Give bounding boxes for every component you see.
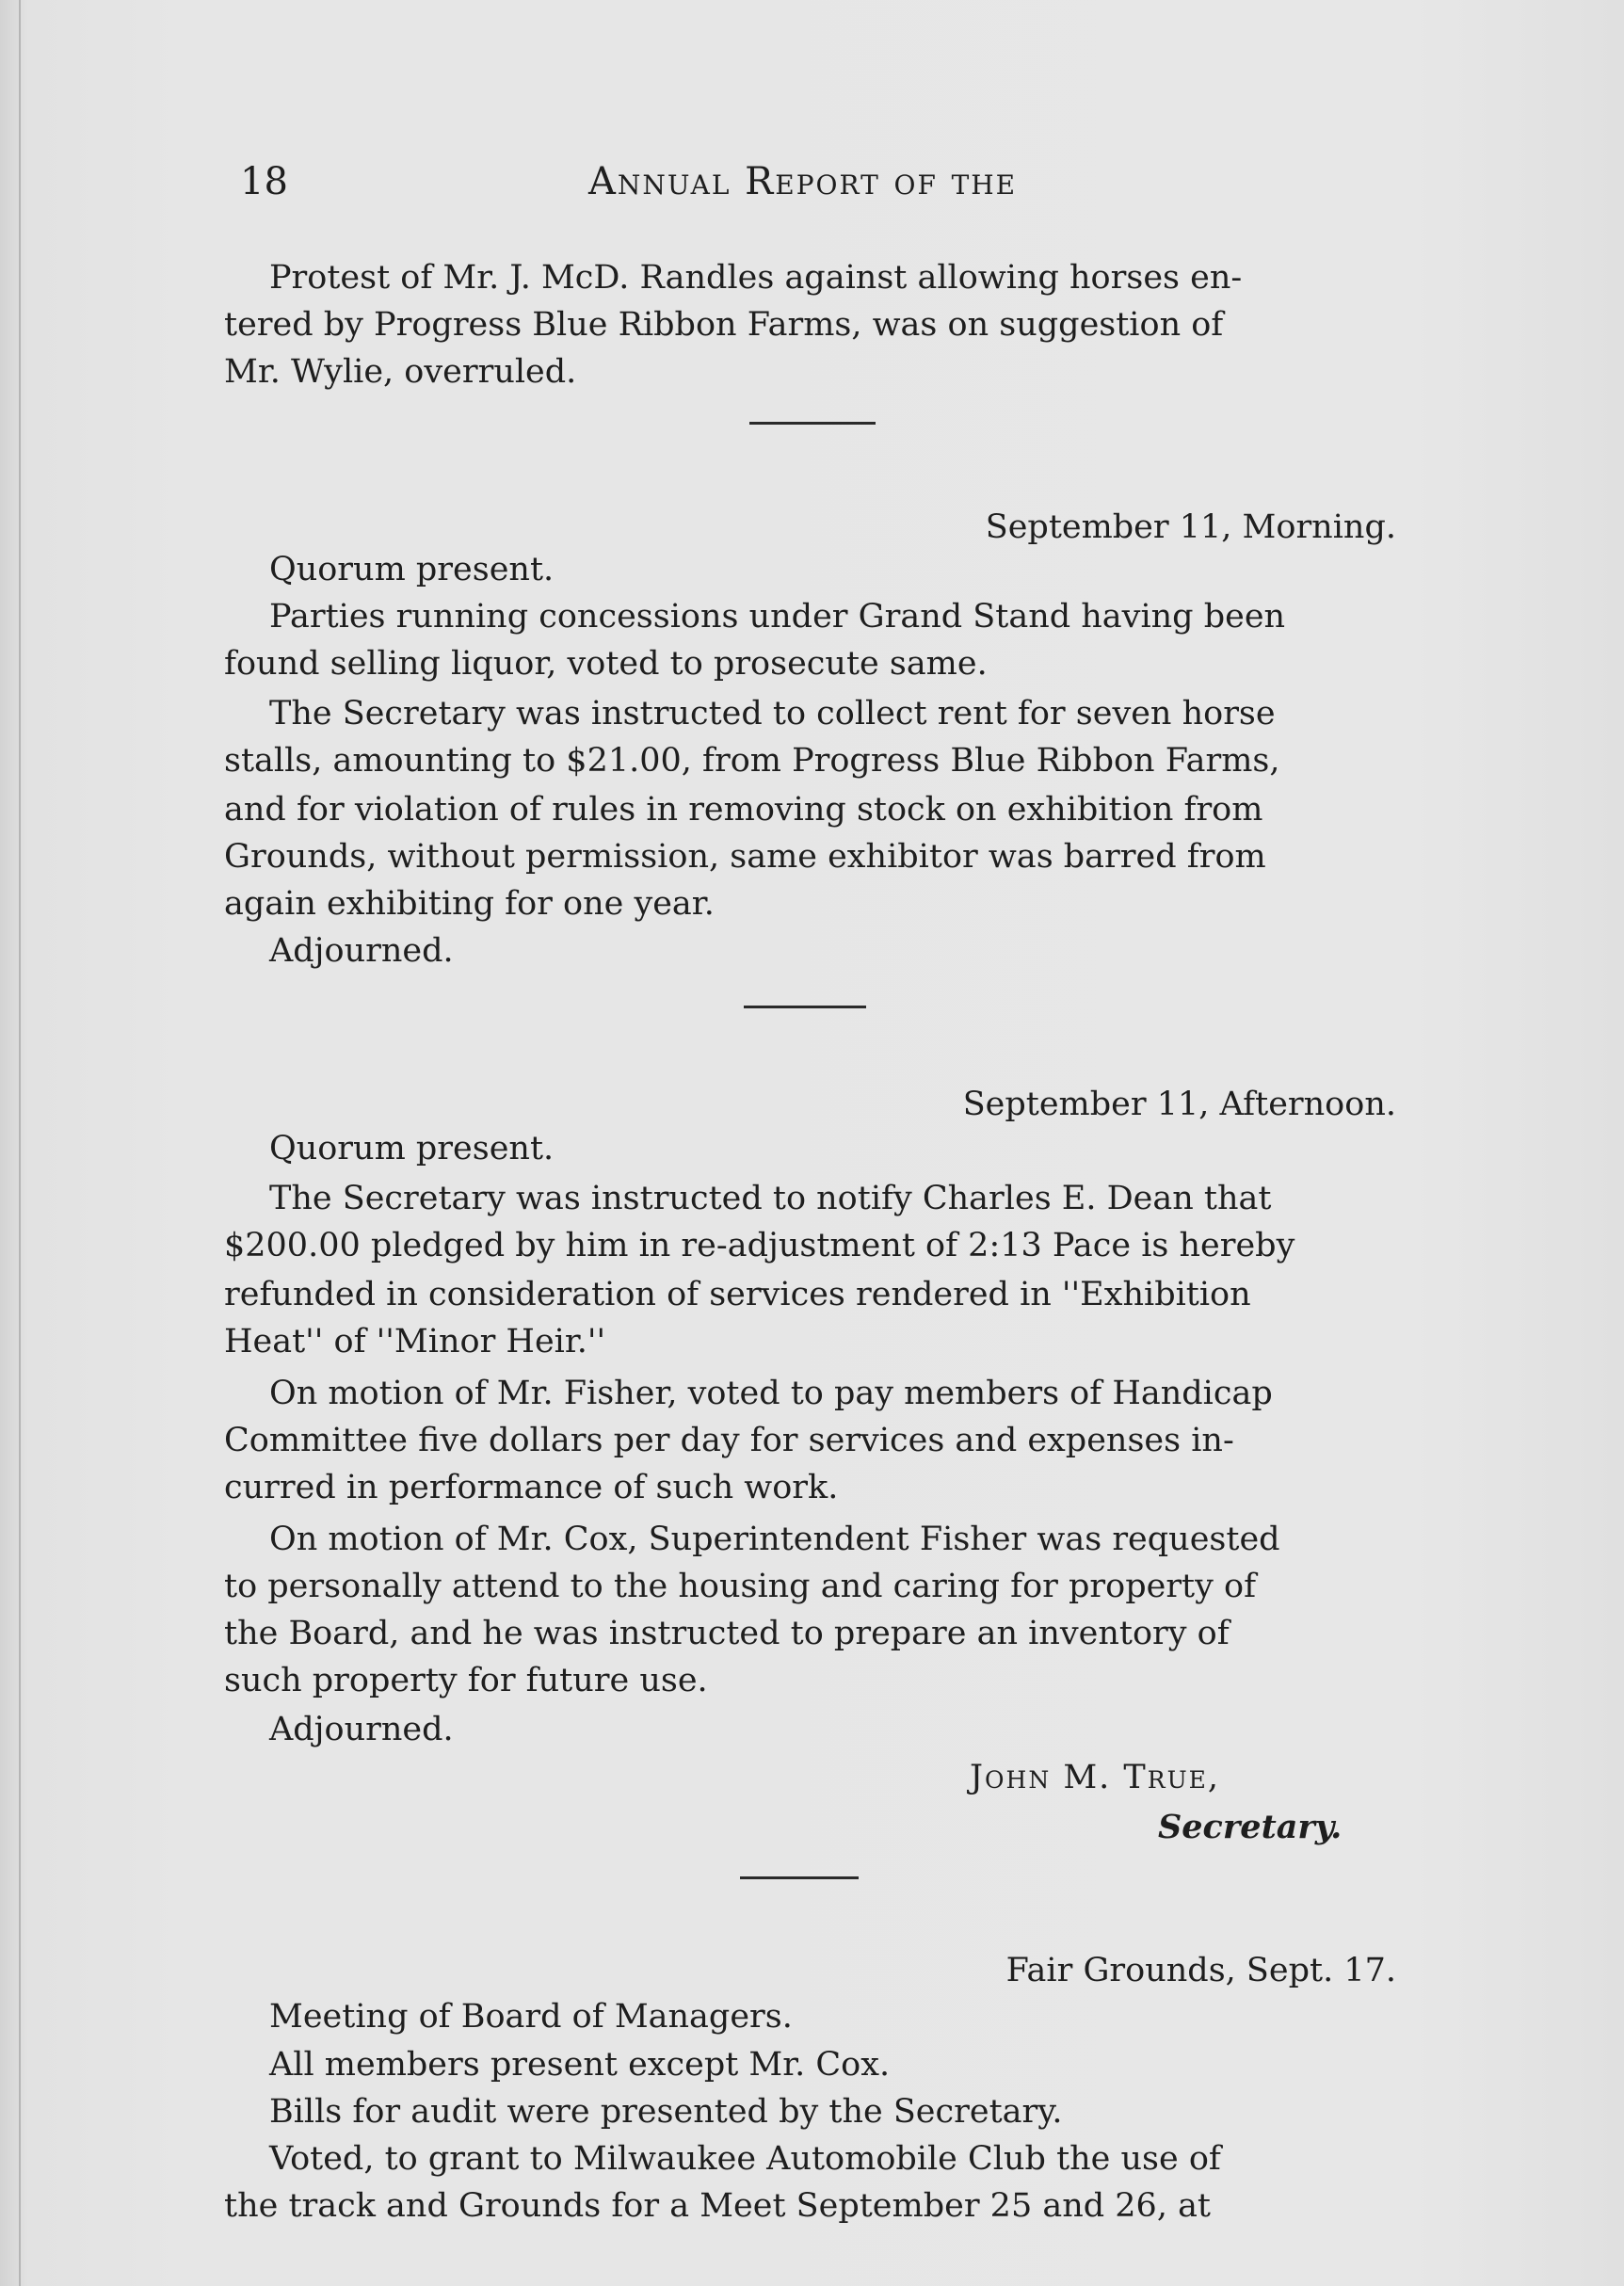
paragraph-line: found selling liquor, voted to prosecute same. bbox=[224, 645, 988, 683]
paragraph-line: Bills for audit were presented by the Secretary. bbox=[269, 2093, 1063, 2131]
paragraph-line: the Board, and he was instructed to prepare an inventory of bbox=[224, 1615, 1230, 1652]
signature-name: John M. True, bbox=[970, 1759, 1221, 1796]
section-divider bbox=[749, 422, 876, 425]
paragraph-line: and for violation of rules in removing stock on exhibition from bbox=[224, 791, 1263, 829]
paragraph-line: Quorum present. bbox=[269, 551, 555, 588]
paragraph-line: The Secretary was instructed to notify Charles E. Dean that bbox=[269, 1180, 1272, 1217]
paragraph-line: On motion of Mr. Cox, Superintendent Fisher was requested bbox=[269, 1521, 1280, 1558]
paragraph-line: again exhibiting for one year. bbox=[224, 885, 715, 923]
paragraph-line: Meeting of Board of Managers. bbox=[269, 1998, 793, 2036]
paragraph-line: All members present except Mr. Cox. bbox=[269, 2046, 891, 2084]
paragraph-line: tered by Progress Blue Ribbon Farms, was on suggestion of bbox=[224, 306, 1224, 344]
paragraph-line: Adjourned. bbox=[269, 1711, 454, 1748]
paragraph-line: Mr. Wylie, overruled. bbox=[224, 353, 577, 391]
running-head bbox=[240, 160, 1407, 217]
paragraph-line: $200.00 pledged by him in re-adjustment of 2:13 Pace is hereby bbox=[224, 1227, 1295, 1264]
section-divider bbox=[744, 1006, 866, 1008]
paragraph-line: Adjourned. bbox=[269, 932, 454, 970]
section-date: September 11, Morning. bbox=[985, 508, 1396, 546]
paragraph-line: On motion of Mr. Fisher, voted to pay members of Handicap bbox=[269, 1375, 1273, 1412]
paragraph-line: Parties running concessions under Grand Stand having been bbox=[269, 598, 1286, 636]
paragraph-line: Committee five dollars per day for services and expenses in- bbox=[224, 1422, 1234, 1459]
signature-title: Secretary. bbox=[1158, 1808, 1343, 1846]
paragraph-line: Heat'' of ''Minor Heir.'' bbox=[224, 1323, 606, 1360]
paragraph-line: Voted, to grant to Milwaukee Automobile Club the use of bbox=[269, 2140, 1221, 2178]
binding-edge bbox=[19, 0, 21, 2286]
paragraph-line: Quorum present. bbox=[269, 1130, 555, 1167]
paragraph-line: Protest of Mr. J. McD. Randles against allowing horses en- bbox=[269, 259, 1243, 297]
paragraph-line: stalls, amounting to $21.00, from Progress Blue Ribbon Farms, bbox=[224, 742, 1280, 780]
paragraph-line: curred in performance of such work. bbox=[224, 1469, 839, 1506]
paragraph-line: refunded in consideration of services rendered in ''Exhibition bbox=[224, 1276, 1251, 1313]
paragraph-line: the track and Grounds for a Meet September 25 and 26, at bbox=[224, 2187, 1212, 2225]
paragraph-line: Grounds, without permission, same exhibitor was barred from bbox=[224, 838, 1266, 876]
section-divider bbox=[740, 1876, 859, 1879]
paragraph-line: to personally attend to the housing and caring for property of bbox=[224, 1568, 1257, 1605]
paragraph-line: The Secretary was instructed to collect rent for seven horse bbox=[269, 695, 1276, 732]
paragraph-line: such property for future use. bbox=[224, 1662, 708, 1699]
header-title: Annual Report of the bbox=[588, 160, 1018, 203]
page-number: 18 bbox=[240, 160, 288, 203]
section-date: September 11, Afternoon. bbox=[962, 1086, 1396, 1123]
section-date: Fair Grounds, Sept. 17. bbox=[1005, 1952, 1396, 1989]
